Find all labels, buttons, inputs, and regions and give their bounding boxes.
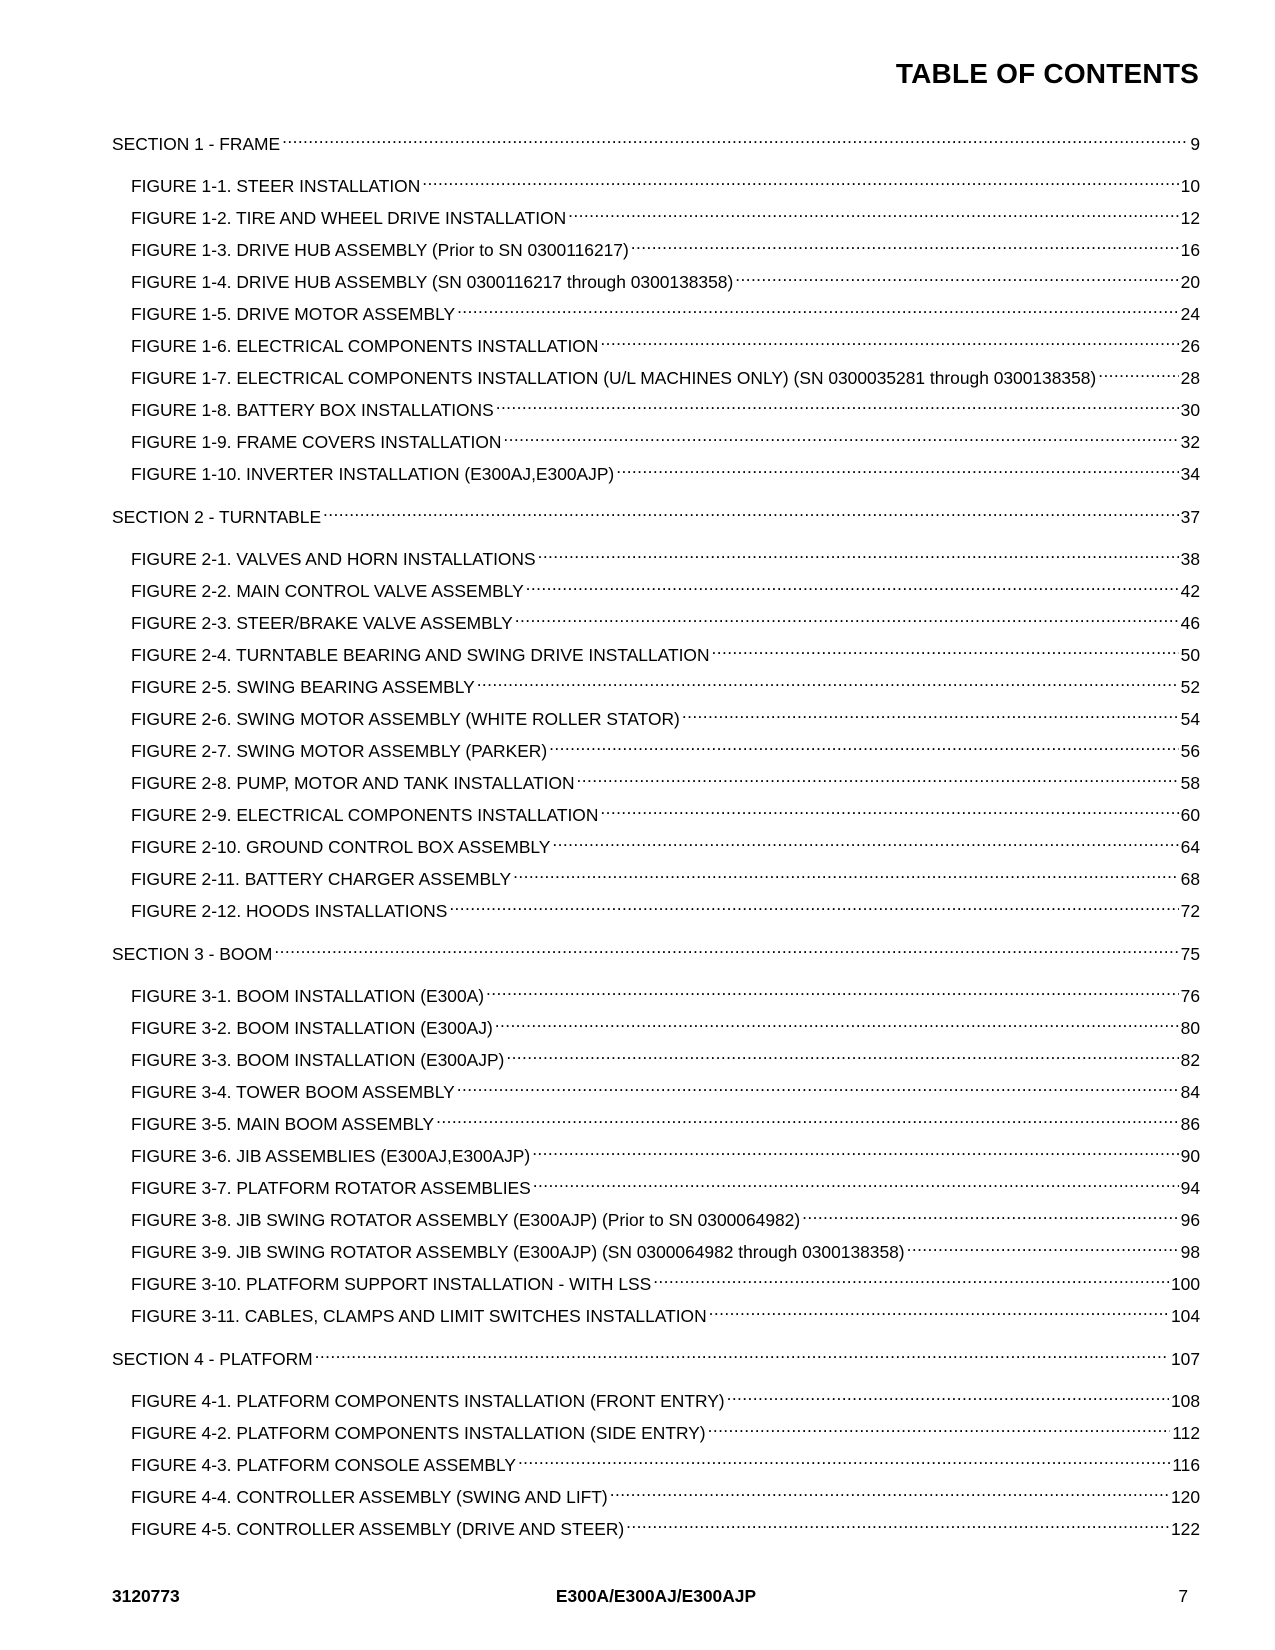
- dot-leader: [503, 431, 1178, 448]
- toc-entry-title: FIGURE 2-11. BATTERY CHARGER ASSEMBLY: [131, 869, 512, 889]
- toc-entry-title: FIGURE 4-3. PLATFORM CONSOLE ASSEMBLY: [131, 1455, 516, 1475]
- toc-entry-title: FIGURE 4-1. PLATFORM COMPONENTS INSTALLATION (FRONT ENTRY): [131, 1391, 725, 1411]
- toc-entry-title: FIGURE 1-1. STEER INSTALLATION: [131, 176, 421, 196]
- toc-entry-title: FIGURE 3-9. JIB SWING ROTATOR ASSEMBLY (E300AJP) (SN 0300064982 through 0300138358): [131, 1242, 905, 1262]
- toc-figure-entry[interactable]: [112, 458, 1200, 490]
- toc-entry-page: 50: [1180, 645, 1200, 665]
- toc-figure-entry[interactable]: [112, 298, 1200, 330]
- toc-entry-page: 20: [1180, 272, 1200, 292]
- toc-entry-title: FIGURE 1-8. BATTERY BOX INSTALLATIONS: [131, 400, 494, 420]
- toc-entry-page: 68: [1180, 869, 1200, 889]
- dot-leader: [802, 1209, 1179, 1226]
- dot-leader: [274, 943, 1178, 960]
- dot-leader: [518, 1454, 1170, 1471]
- toc-section-entry[interactable]: [112, 1343, 1200, 1375]
- toc-entry-page: 80: [1180, 1018, 1200, 1038]
- toc-entry-page: 34: [1180, 464, 1200, 484]
- toc-entry-title: FIGURE 3-11. CABLES, CLAMPS AND LIMIT SWITCHES INSTALLATION: [131, 1306, 707, 1326]
- toc-entry-page: 116: [1172, 1455, 1200, 1475]
- dot-leader: [506, 1049, 1178, 1066]
- toc-entry-page: 37: [1180, 507, 1200, 527]
- dot-leader: [526, 580, 1179, 597]
- toc-entry-title: SECTION 4 - PLATFORM: [112, 1349, 313, 1369]
- toc-entry-title: FIGURE 2-4. TURNTABLE BEARING AND SWING DRIVE INSTALLATION: [131, 645, 710, 665]
- toc-figure-entry[interactable]: [112, 1172, 1200, 1204]
- toc-entry-page: 26: [1180, 336, 1200, 356]
- dot-leader: [477, 676, 1179, 693]
- toc-entry-title: FIGURE 1-3. DRIVE HUB ASSEMBLY (Prior to SN 0300116217): [131, 240, 629, 260]
- toc-entry-title: FIGURE 3-1. BOOM INSTALLATION (E300A): [131, 986, 485, 1006]
- toc-figure-entry[interactable]: [112, 575, 1200, 607]
- toc-entry-page: 46: [1180, 613, 1200, 633]
- toc-figure-entry[interactable]: [112, 394, 1200, 426]
- dot-leader: [653, 1273, 1169, 1290]
- toc-entry-title: FIGURE 1-7. ELECTRICAL COMPONENTS INSTALLATION (U/L MACHINES ONLY) (SN 0300035281 through 0300138358): [131, 368, 1097, 388]
- toc-entry-page: 84: [1180, 1082, 1200, 1102]
- dot-leader: [515, 612, 1179, 629]
- toc-entry-page: 120: [1170, 1487, 1200, 1507]
- toc-entry-title: FIGURE 2-8. PUMP, MOTOR AND TANK INSTALLATION: [131, 773, 575, 793]
- toc-entry-page: 12: [1180, 208, 1200, 228]
- toc-entry-title: FIGURE 3-8. JIB SWING ROTATOR ASSEMBLY (E300AJP) (Prior to SN 0300064982): [131, 1210, 801, 1230]
- dot-leader: [323, 506, 1179, 523]
- toc-entry-page: 28: [1180, 368, 1200, 388]
- toc-entry-title: FIGURE 1-2. TIRE AND WHEEL DRIVE INSTALLATION: [131, 208, 567, 228]
- toc-entry-page: 42: [1180, 581, 1200, 601]
- toc-entry-title: FIGURE 1-5. DRIVE MOTOR ASSEMBLY: [131, 304, 456, 324]
- dot-leader: [532, 1145, 1178, 1162]
- toc-entry-page: 122: [1170, 1519, 1200, 1539]
- toc-figure-entry[interactable]: [112, 426, 1200, 458]
- dot-leader: [577, 772, 1179, 789]
- toc-entry-title: FIGURE 3-3. BOOM INSTALLATION (E300AJP): [131, 1050, 505, 1070]
- toc-entry-title: FIGURE 2-1. VALVES AND HORN INSTALLATIONS: [131, 549, 536, 569]
- dot-leader: [600, 804, 1178, 821]
- toc-entry-title: SECTION 2 - TURNTABLE: [112, 507, 322, 527]
- toc-entry-page: 75: [1180, 944, 1200, 964]
- toc-figure-entry[interactable]: [112, 1012, 1200, 1044]
- toc-figure-entry[interactable]: [112, 895, 1200, 927]
- dot-leader: [496, 399, 1179, 416]
- toc-figure-entry[interactable]: [112, 767, 1200, 799]
- dot-leader: [708, 1422, 1171, 1439]
- toc-section-entry[interactable]: [112, 938, 1200, 970]
- page-title: TABLE OF CONTENTS: [895, 58, 1199, 89]
- toc-figure-entry[interactable]: [112, 703, 1200, 735]
- toc-figure-entry[interactable]: [112, 1385, 1200, 1417]
- toc-entry-title: FIGURE 2-9. ELECTRICAL COMPONENTS INSTALLATION: [131, 805, 599, 825]
- dot-leader: [682, 708, 1179, 725]
- toc-entry-title: FIGURE 1-10. INVERTER INSTALLATION (E300AJ,E300AJP): [131, 464, 615, 484]
- toc-entry-page: 30: [1180, 400, 1200, 420]
- toc-figure-entry[interactable]: [112, 1108, 1200, 1140]
- toc-entry-title: FIGURE 2-2. MAIN CONTROL VALVE ASSEMBLY: [131, 581, 524, 601]
- dot-leader: [907, 1241, 1179, 1258]
- toc-entry-title: FIGURE 1-9. FRAME COVERS INSTALLATION: [131, 432, 502, 452]
- dot-leader: [449, 900, 1178, 917]
- dot-leader: [712, 644, 1179, 661]
- toc-figure-entry[interactable]: [112, 863, 1200, 895]
- toc-figure-entry[interactable]: [112, 1417, 1200, 1449]
- dot-leader: [533, 1177, 1179, 1194]
- toc-entry-title: FIGURE 3-4. TOWER BOOM ASSEMBLY: [131, 1082, 455, 1102]
- dot-leader: [282, 133, 1188, 150]
- toc-entry-title: FIGURE 1-4. DRIVE HUB ASSEMBLY (SN 0300116217 through 0300138358): [131, 272, 734, 292]
- dot-leader: [568, 207, 1178, 224]
- dot-leader: [727, 1390, 1169, 1407]
- toc-entry-title: FIGURE 3-5. MAIN BOOM ASSEMBLY: [131, 1114, 435, 1134]
- toc-entry-page: 54: [1180, 709, 1200, 729]
- dot-leader: [538, 548, 1179, 565]
- toc-entry-title: FIGURE 3-10. PLATFORM SUPPORT INSTALLATION - WITH LSS: [131, 1274, 652, 1294]
- model-names: E300A/E300AJ/E300AJP: [555, 1586, 757, 1606]
- dot-leader: [1098, 367, 1178, 384]
- toc-entry-title: FIGURE 2-7. SWING MOTOR ASSEMBLY (PARKER): [131, 741, 548, 761]
- toc-figure-entry[interactable]: [112, 330, 1200, 362]
- toc-figure-entry[interactable]: [112, 735, 1200, 767]
- toc-figure-entry[interactable]: [112, 831, 1200, 863]
- dot-leader: [495, 1017, 1179, 1034]
- toc-figure-entry[interactable]: [112, 607, 1200, 639]
- toc-entry-page: 10: [1180, 176, 1200, 196]
- toc-entry-title: FIGURE 4-4. CONTROLLER ASSEMBLY (SWING AND LIFT): [131, 1487, 608, 1507]
- toc-entry-title: FIGURE 3-7. PLATFORM ROTATOR ASSEMBLIES: [131, 1178, 531, 1198]
- toc-entry-page: 90: [1180, 1146, 1200, 1166]
- toc-entry-title: FIGURE 1-6. ELECTRICAL COMPONENTS INSTALLATION: [131, 336, 599, 356]
- dot-leader: [486, 985, 1179, 1002]
- toc-figure-entry[interactable]: [112, 980, 1200, 1012]
- dot-leader: [552, 836, 1178, 853]
- page-footer: [112, 1586, 1200, 1610]
- toc-entry-title: SECTION 1 - FRAME: [112, 134, 281, 154]
- toc-entry-title: FIGURE 4-5. CONTROLLER ASSEMBLY (DRIVE AND STEER): [131, 1519, 625, 1539]
- toc-entry-page: 32: [1180, 432, 1200, 452]
- toc-entry-page: 52: [1180, 677, 1200, 697]
- toc-entry-page: 86: [1180, 1114, 1200, 1134]
- toc-figure-entry[interactable]: [112, 543, 1200, 575]
- dot-leader: [457, 1081, 1179, 1098]
- toc-entry-title: FIGURE 2-5. SWING BEARING ASSEMBLY: [131, 677, 475, 697]
- toc-entry-title: FIGURE 3-2. BOOM INSTALLATION (E300AJ): [131, 1018, 493, 1038]
- dot-leader: [600, 335, 1178, 352]
- toc-figure-entry[interactable]: [112, 1140, 1200, 1172]
- toc-entry-title: FIGURE 2-10. GROUND CONTROL BOX ASSEMBLY: [131, 837, 551, 857]
- toc-entry-page: 98: [1180, 1242, 1200, 1262]
- toc-figure-entry[interactable]: [112, 1204, 1200, 1236]
- toc-entry-title: FIGURE 2-12. HOODS INSTALLATIONS: [131, 901, 448, 921]
- toc-figure-entry[interactable]: [112, 1300, 1200, 1332]
- dot-leader: [436, 1113, 1179, 1130]
- toc-entry-page: 72: [1180, 901, 1200, 921]
- toc-entry-page: 64: [1180, 837, 1200, 857]
- dot-leader: [457, 303, 1179, 320]
- toc-entry-page: 56: [1180, 741, 1200, 761]
- dot-leader: [735, 271, 1178, 288]
- toc-entry-page: 16: [1180, 240, 1200, 260]
- toc-figure-entry[interactable]: [112, 1268, 1200, 1300]
- toc-entry-page: 94: [1180, 1178, 1200, 1198]
- toc-figure-entry[interactable]: [112, 266, 1200, 298]
- toc-entry-page: 76: [1180, 986, 1200, 1006]
- dot-leader: [315, 1348, 1169, 1365]
- toc-entry-title: FIGURE 2-6. SWING MOTOR ASSEMBLY (WHITE ROLLER STATOR): [131, 709, 680, 729]
- toc-entry-page: 82: [1180, 1050, 1200, 1070]
- toc-entry-title: FIGURE 4-2. PLATFORM COMPONENTS INSTALLATION (SIDE ENTRY): [131, 1423, 706, 1443]
- toc-entry-page: 108: [1170, 1391, 1200, 1411]
- toc-figure-entry[interactable]: [112, 1513, 1200, 1545]
- page-number: 7: [1178, 1586, 1188, 1606]
- dot-leader: [549, 740, 1178, 757]
- toc-figure-entry[interactable]: [112, 362, 1200, 394]
- toc-entry-page: 9: [1190, 134, 1200, 154]
- toc-entry-page: 104: [1170, 1306, 1200, 1326]
- toc-entry-page: 100: [1170, 1274, 1200, 1294]
- toc-entry-title: FIGURE 2-3. STEER/BRAKE VALVE ASSEMBLY: [131, 613, 513, 633]
- toc-figure-entry[interactable]: [112, 234, 1200, 266]
- toc-entry-title: FIGURE 3-6. JIB ASSEMBLIES (E300AJ,E300AJP): [131, 1146, 531, 1166]
- dot-leader: [422, 175, 1178, 192]
- toc-figure-entry[interactable]: [112, 1481, 1200, 1513]
- dot-leader: [631, 239, 1179, 256]
- dot-leader: [513, 868, 1179, 885]
- toc-entry-page: 107: [1170, 1349, 1200, 1369]
- toc-entry-page: 96: [1180, 1210, 1200, 1230]
- toc-figure-entry[interactable]: [112, 799, 1200, 831]
- toc-entry-page: 58: [1180, 773, 1200, 793]
- toc-section-entry[interactable]: [112, 128, 1200, 160]
- toc-entry-title: SECTION 3 - BOOM: [112, 944, 273, 964]
- toc-figure-entry[interactable]: [112, 202, 1200, 234]
- dot-leader: [610, 1486, 1169, 1503]
- toc-figure-entry[interactable]: [112, 1236, 1200, 1268]
- toc-entry-page: 60: [1180, 805, 1200, 825]
- toc-entry-page: 112: [1172, 1423, 1200, 1443]
- toc-figure-entry[interactable]: [112, 1044, 1200, 1076]
- toc-section-entry[interactable]: [112, 501, 1200, 533]
- dot-leader: [709, 1305, 1169, 1322]
- toc-entry-page: 38: [1180, 549, 1200, 569]
- table-of-contents: [112, 128, 1200, 1545]
- dot-leader: [616, 463, 1178, 480]
- document-number: 3120773: [112, 1586, 180, 1606]
- toc-figure-entry[interactable]: [112, 1449, 1200, 1481]
- toc-figure-entry[interactable]: [112, 671, 1200, 703]
- toc-entry-page: 24: [1180, 304, 1200, 324]
- dot-leader: [626, 1518, 1169, 1535]
- toc-figure-entry[interactable]: [112, 170, 1200, 202]
- toc-figure-entry[interactable]: [112, 1076, 1200, 1108]
- toc-figure-entry[interactable]: [112, 639, 1200, 671]
